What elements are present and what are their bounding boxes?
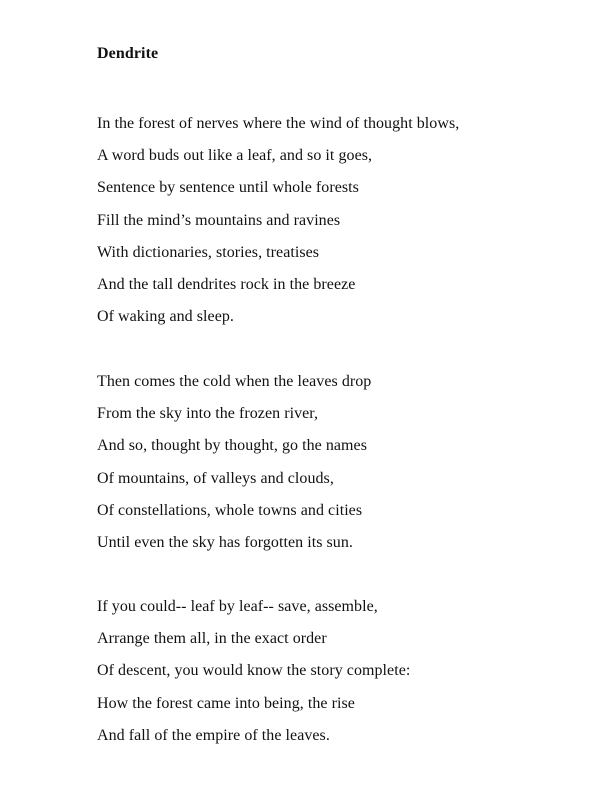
stanza-2 bbox=[97, 366, 371, 559]
poem-line: From the sky into the frozen river, bbox=[97, 405, 319, 423]
poem-line: Until even the sky has forgotten its sun. bbox=[97, 533, 353, 551]
poem-line: Of descent, you would know the story complete: bbox=[97, 662, 411, 680]
poem-line: Arrange them all, in the exact order bbox=[97, 630, 327, 648]
poem-title: Dendrite bbox=[97, 45, 159, 62]
poem-line: Fill the mind’s mountains and ravines bbox=[97, 211, 341, 229]
poem-line: A word buds out like a leaf, and so it goes, bbox=[97, 147, 373, 165]
poem-line: And the tall dendrites rock in the breeze bbox=[97, 275, 356, 293]
stanza-1 bbox=[97, 108, 459, 333]
poem-line: In the forest of nerves where the wind of thought blows, bbox=[97, 115, 460, 132]
poem-line: Then comes the cold when the leaves drop bbox=[97, 373, 372, 390]
poem-line: If you could-- leaf by leaf-- save, assemble, bbox=[97, 598, 378, 615]
poem-line: How the forest came into being, the rise bbox=[97, 694, 355, 712]
poem-line: Of mountains, of valleys and clouds, bbox=[97, 469, 334, 487]
poem-line: Sentence by sentence until whole forests bbox=[97, 179, 359, 197]
poem-line: And so, thought by thought, go the names bbox=[97, 437, 367, 455]
stanza-3 bbox=[97, 591, 410, 752]
poem-line: Of constellations, whole towns and cities bbox=[97, 501, 363, 519]
poem-line: And fall of the empire of the leaves. bbox=[97, 726, 330, 744]
poem-line: Of waking and sleep. bbox=[97, 308, 234, 326]
poem-line: With dictionaries, stories, treatises bbox=[97, 243, 320, 261]
